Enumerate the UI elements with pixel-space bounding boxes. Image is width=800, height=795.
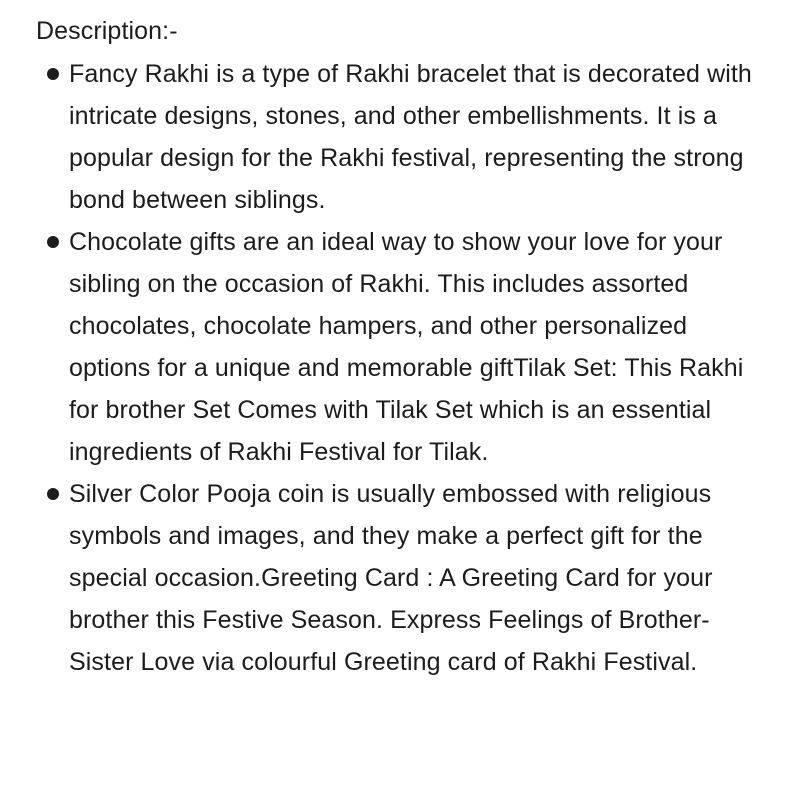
- bullet-icon: [47, 236, 59, 248]
- description-heading: Description:-: [36, 17, 178, 45]
- list-item: [36, 53, 760, 221]
- bullet-icon: [47, 68, 59, 80]
- list-item-text: Chocolate gifts are an ideal way to show your love for your sibling on the occasion of Rakhi. This includes assorted chocolates, chocolate hampers, and other personalized options for a unique and memorable giftTilak Set: This Rakhi for brother Set Comes with Tilak Set which is an essential ingredients of Rakhi Festival for Tilak.: [69, 228, 744, 466]
- list-item: [36, 221, 760, 473]
- list-item-text: Silver Color Pooja coin is usually embossed with religious symbols and images, and they make a perfect gift for the special occasion.Greeting Card : A Greeting Card for your brother this Festive Season. Express Feelings of Brother-Sister Love via colourful Greeting card of Rakhi Festival.: [69, 480, 713, 676]
- bullet-icon: [47, 488, 59, 500]
- list-item-text: Fancy Rakhi is a type of Rakhi bracelet that is decorated with intricate designs, stones, and other embellishments. It is a popular design for the Rakhi festival, representing the strong bond between siblings.: [69, 60, 752, 214]
- list-item: [36, 473, 760, 683]
- description-list: [36, 53, 760, 683]
